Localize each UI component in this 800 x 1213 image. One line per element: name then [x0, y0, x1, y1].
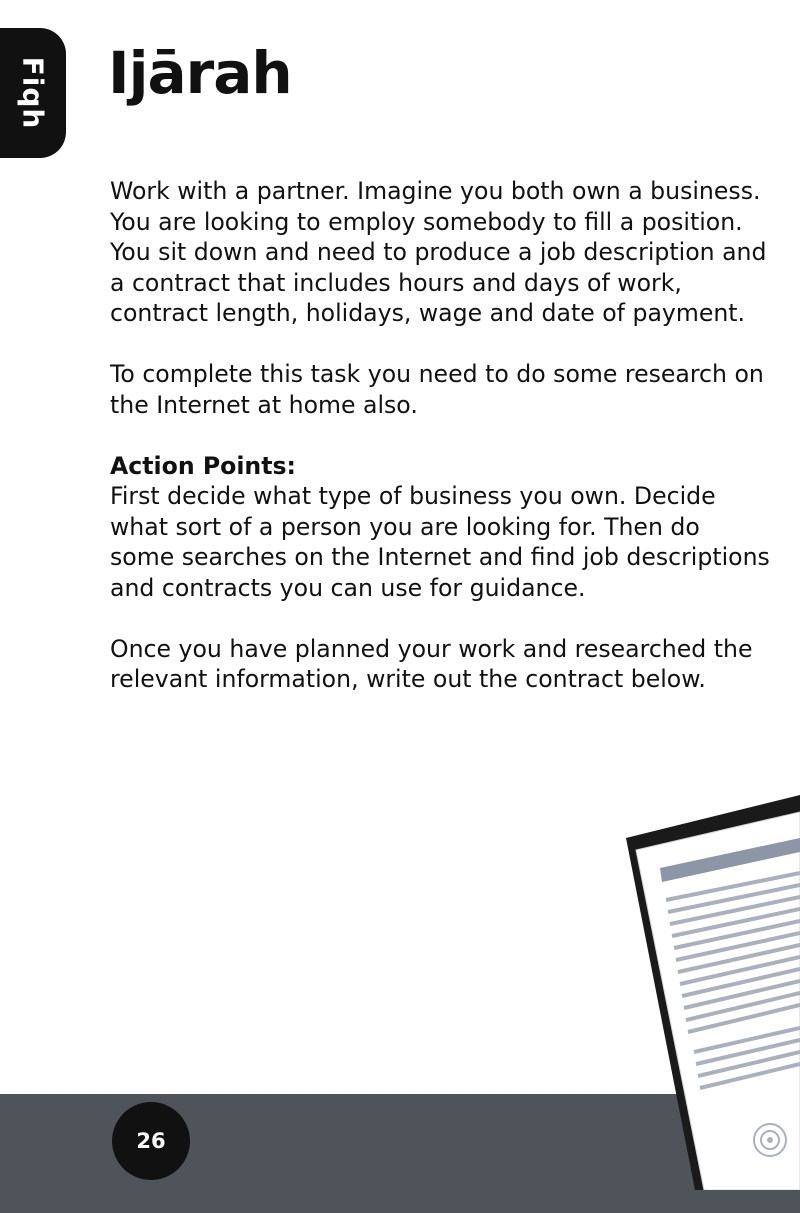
section-tab — [0, 28, 66, 158]
main-content — [110, 176, 770, 725]
closing-paragraph: Once you have planned your work and researched the relevant information, write out the contract below. — [110, 634, 753, 693]
page-number: 26 — [112, 1102, 190, 1180]
section-tab-label: Fiqh — [16, 56, 50, 130]
action-points-block — [110, 451, 770, 604]
action-points-text: First decide what type of business you own. Decide what sort of a person you are looking for. Then do some searches on the Internet and find job descriptions and contracts you can use for guidance. — [110, 482, 770, 602]
intro-paragraph: Work with a partner. Imagine you both own a business. You are looking to employ somebody to fill a position. You sit down and need to produce a job description and a contract that includes hours and days of work, contract length, holidays, wage and date of payment. — [110, 177, 767, 327]
action-points-heading: Action Points: — [110, 451, 296, 480]
page-title: Ijārah — [108, 39, 292, 107]
contract-document-icon — [620, 790, 800, 1190]
research-paragraph: To complete this task you need to do some research on the Internet at home also. — [110, 360, 764, 419]
